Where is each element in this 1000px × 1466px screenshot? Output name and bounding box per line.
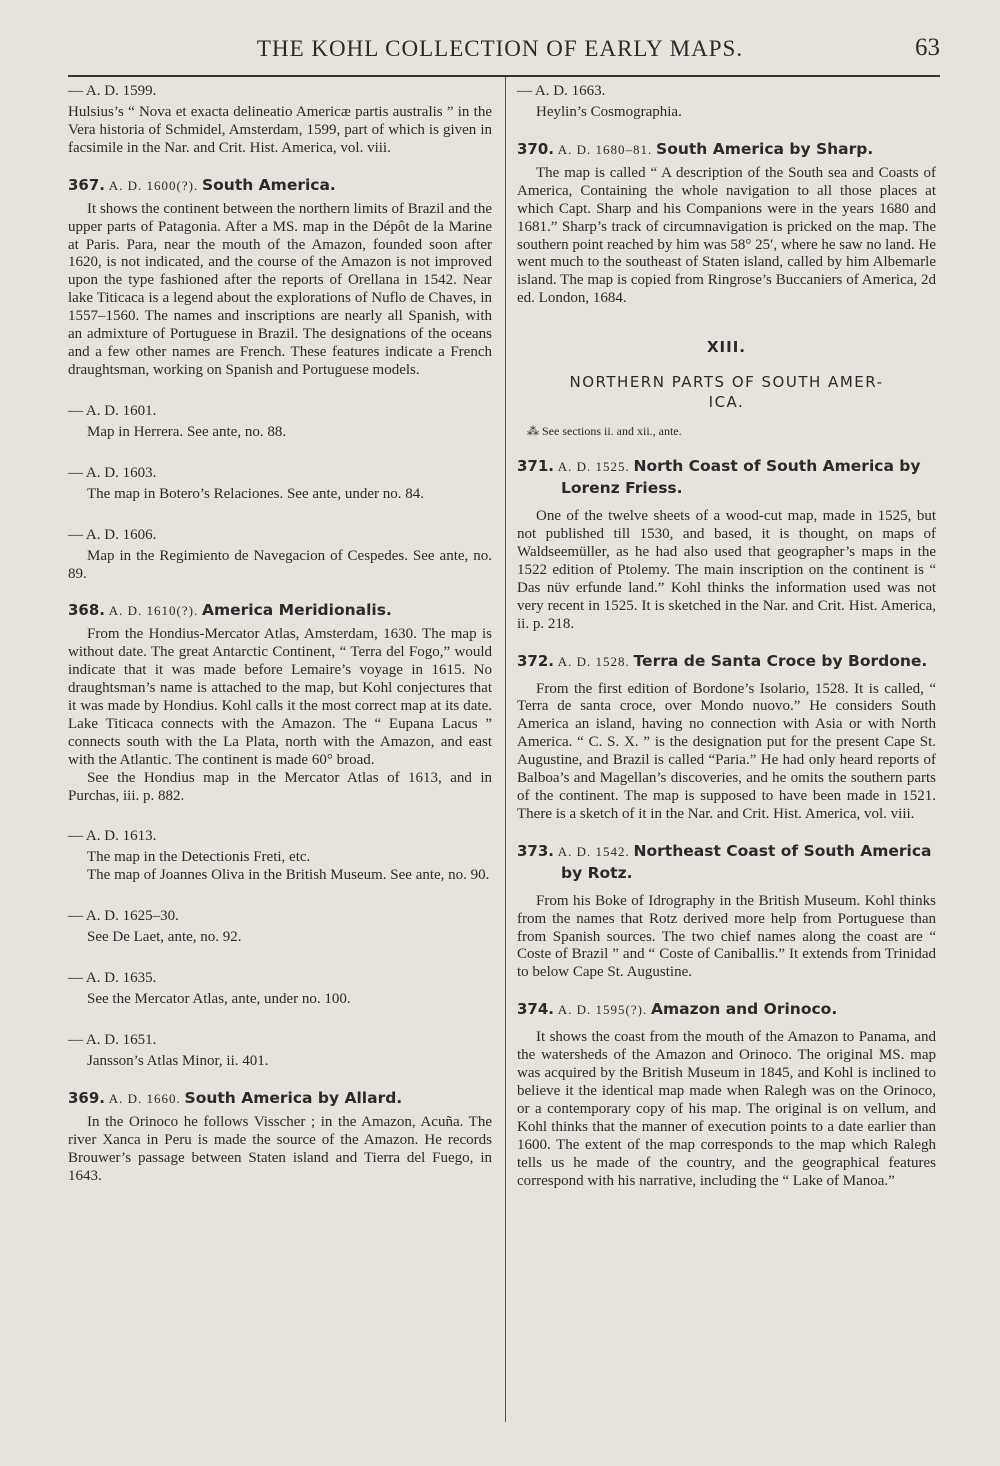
header-rule (68, 75, 940, 77)
entry-text: The map in the Detectionis Freti, etc. (87, 849, 311, 866)
entry-title: North Coast of South America by Lorenz Friess. (561, 457, 921, 498)
entry-number: 369. (68, 1089, 106, 1107)
entry-number: 367. (68, 175, 106, 194)
entry-date: A. D. 1600(?). (108, 177, 199, 193)
entry-text: One of the twelve sheets of a wood-cut map, made in 1525, but not published till 1530, and based, it is thought, on maps of Waldseemüller, as he had also used that geographer’s maps in the 1522 edition of Ptolemy. The main inscription on the continent is “ Das nüv erfunde land.” Kohl thinks the information used was not very recent in 1525. It is sketched in the Nar. and Crit. Hist. America, ii. p. 218. (517, 508, 936, 632)
entry-text: See De Laet, ante, no. 92. (87, 929, 242, 946)
cross-reference-note: ⁂ See sections ii. and xii., ante. (527, 424, 682, 439)
entry-title: South America by Allard. (184, 1089, 403, 1107)
entry-title: Terra de Santa Croce by Bordone. (633, 651, 928, 670)
entry-title: Amazon and Orinoco. (650, 1000, 838, 1019)
entry-date: A. D. 1610(?). (108, 603, 199, 619)
section-title-line1: NORTHERN PARTS OF SOUTH AMER- (569, 373, 884, 392)
entry-text: The map of Joannes Oliva in the British Museum. See ante, no. 90. (87, 867, 490, 884)
entry-date: — A. D. 1601. (68, 402, 157, 419)
running-title: THE KOHL COLLECTION OF EARLY MAPS. (256, 36, 744, 61)
entry-heading-370 (517, 139, 936, 161)
entry-date: — A. D. 1625–30. (68, 908, 179, 925)
entry-text: It shows the coast from the mouth of the Amazon to Panama, and the watersheds of the Amazon and Orinoco. The original MS. map was acquired by the British Museum in 1845, and Kohl is inclined to believe it the identical map made when Ralegh was on the Orinoco, or a contemporary copy of his map. The original is on vellum, and Kohl thinks that the manner of execution points to a date earlier than 1600. The extent of the map corresponds to the map which Ralegh tells us he made of the country, and the geographical features correspond with his narrative, including the “ Lake of Manoa.” (517, 1029, 936, 1189)
section-title-line2: ICA. (708, 393, 745, 412)
entry-text: See the Mercator Atlas, ante, under no. 100. (87, 991, 351, 1008)
entry-title: South America by Sharp. (656, 139, 874, 158)
entry-title: Northeast Coast of South America by Rotz. (561, 841, 932, 882)
entry-number: 371. (517, 457, 555, 476)
entry-text: See the Hondius map in the Mercator Atlas of 1613, and in Purchas, iii. p. 882. (68, 769, 492, 804)
entry-date: — A. D. 1635. (68, 970, 157, 987)
right-column (517, 80, 936, 1190)
entry-text: From the Hondius-Mercator Atlas, Amsterdam, 1630. The map is without date. The great Antarctic Continent, “ Terra del Fogo,” would indicate that it was made before Lemaire’s voyage in 1615. No draughtsman’s name is attached to the map, but Kohl conjectures that it was made by Hondius. Kohl calls it the most correct map at its date. Lake Titicaca connects with the Amazon. The “ Eupana Lacus ” connects south with the La Plata, north with the Amazon, and east with the Atlantic. The continent is made 60° broad. (68, 626, 492, 768)
entry-text: Hulsius’s “ Nova et exacta delineatio Americæ partis australis ” in the Vera historia of Schmidel, Amsterdam, 1599, part of which is given in facsimile in the Nar. and Crit. Hist. America, vol. viii. (68, 104, 492, 156)
entry-number: 370. (517, 139, 555, 158)
entry-title: America Meridionalis. (201, 601, 392, 620)
entry-date: — A. D. 1651. (68, 1032, 157, 1049)
entry-date: A. D. 1525. (557, 459, 630, 475)
entry-text: Map in the Regimiento de Navegacion of Cespedes. See ante, no. 89. (68, 547, 492, 582)
running-head (60, 32, 940, 72)
entry-date: — A. D. 1606. (68, 526, 157, 543)
entry-text: In the Orinoco he follows Visscher ; in the Amazon, Acuña. The river Xanca in Peru is made the source of the Amazon. He records Brouwer’s passage between Staten island and Tierra del Fuego, in 1643. (68, 1114, 492, 1184)
entry-heading-373 (517, 841, 936, 885)
entry-title: South America. (201, 175, 336, 194)
entry-date: A. D. 1542. (557, 843, 630, 859)
entry-heading-368 (68, 600, 492, 622)
entry-text: The map in Botero’s Relaciones. See ante, under no. 84. (87, 485, 424, 502)
entry-date: — A. D. 1603. (68, 464, 157, 481)
entry-heading-367 (68, 175, 492, 197)
entry-heading-369 (68, 1088, 492, 1110)
entry-heading-374 (517, 999, 936, 1021)
entry-text: Heylin’s Cosmographia. (536, 104, 682, 120)
entry-heading-371 (517, 456, 936, 500)
left-column (68, 80, 492, 1186)
entry-number: 368. (68, 601, 106, 620)
section-number: XIII. (706, 338, 746, 357)
entry-date: A. D. 1660. (108, 1091, 181, 1106)
entry-date: A. D. 1595(?). (557, 1002, 648, 1018)
entry-date: — A. D. 1613. (68, 828, 157, 845)
entry-date: — A. D. 1599. (68, 83, 157, 99)
column-divider (505, 77, 506, 1422)
page-number: 63 (915, 34, 940, 61)
entry-date: — A. D. 1663. (517, 83, 606, 99)
entry-text: From his Boke of Idrography in the British Museum. Kohl thinks from the names that Rotz derived more help from Portuguese than from Spanish sources. The two chief names along the coast are “ Coste of Brazil ” and “ Coste of Caniballis.” It extends from Trinidad to below Cape St. Augustine. (517, 892, 936, 981)
entry-heading-372 (517, 651, 936, 673)
entry-number: 374. (517, 1000, 555, 1019)
entry-text: Map in Herrera. See ante, no. 88. (87, 423, 287, 440)
entry-number: 373. (517, 841, 555, 860)
entry-date: A. D. 1680–81. (557, 141, 653, 157)
entry-text: It shows the continent between the northern limits of Brazil and the upper parts of Patagonia. After a MS. map in the Dépôt de la Marine at Paris. Para, near the mouth of the Amazon, founded soon after 1620, is not indicated, and the course of the Amazon is not improved upon the type fashioned after the reports of Orellana in 1542. Near lake Titicaca is a legend about the explorations of Nuflo de Chaves, in 1557–1560. The names and inscriptions are nearly all Spanish, with an admixture of Portuguese in Brazil. The designations of the oceans and a few other names are French. These features indicate a French draughtsman, working on Spanish and Portuguese models. (68, 200, 492, 378)
entry-text: Jansson’s Atlas Minor, ii. 401. (87, 1053, 269, 1070)
entry-text: The map is called “ A description of the South sea and Coasts of America, Containing the whole navigation to all those places at which Capt. Sharp and his Companions were in the years 1680 and 1681.” Sharp’s track of circumnavigation is pricked on the map. The southern point reached by him was 58° 25′, where he saw no land. He went much to the southeast of Staten island, called by him Albemarle island. The map is copied from Ringrose’s Buccaniers of America, 2d ed. London, 1684. (517, 164, 936, 307)
entry-number: 372. (517, 651, 555, 670)
entry-text: From the first edition of Bordone’s Isolario, 1528. It is called, “ Terra de santa croce, over Mondo nuovo.” He considers South America an island, having no connection with Asia or with North America. “ C. S. X. ” is the designation put for the present Cape St. Augustine, and Brazil is called “Paria.” He had only heard reports of Balboa’s and Magellan’s discoveries, and he omits the southern parts of the continent. The map is supposed to have been made in 1521. There is a sketch of it in the Nar. and Crit. Hist. America, vol. viii. (517, 680, 936, 822)
entry-date: A. D. 1528. (557, 653, 630, 669)
